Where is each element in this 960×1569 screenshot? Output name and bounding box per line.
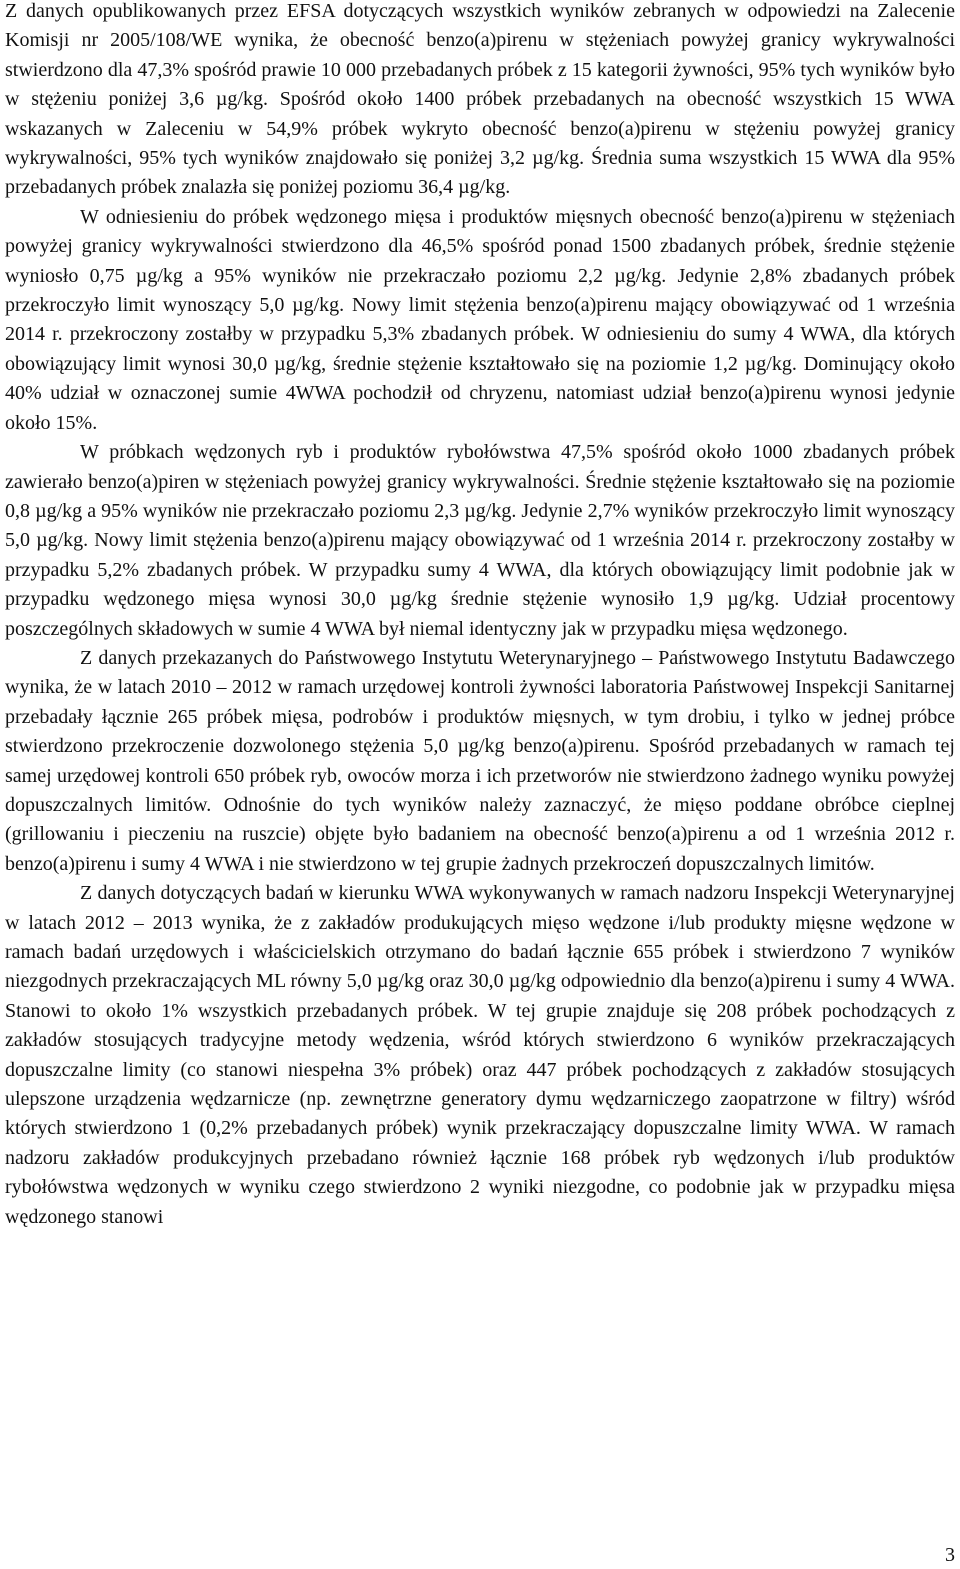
paragraph-smoked-fish: W próbkach wędzonych ryb i produktów rybołówstwa 47,5% spośród około 1000 zbadanych próbek zawierało benzo(a)piren w stężeniach powyżej granicy wykrywalności. Średnie stężenie kształtowało się na poziomie 0,8 µg/kg a 95% wyników nie przekraczało poziomu 2,3 µg/kg. Jedynie 2,7% wyników przekroczyło limit wynoszący 5,0 µg/kg. Nowy limit stężenia benzo(a)pirenu mający obowiązywać od 1 września 2014 r. przekroczony zostałby w przypadku 5,2% zbadanych próbek. W przypadku sumy 4 WWA, dla których obowiązujący limit podobnie jak w przypadku wędzonego mięsa wynosi 30,0 µg/kg średnie stężenie wynosiło 1,9 µg/kg. Udział procentowy poszczególnych składowych w sumie 4 WWA był niemal identyczny jak w przypadku mięsa wędzonego. <box>5 441 955 640</box>
paragraph-efsa-summary: Z danych opublikowanych przez EFSA dotyczących wszystkich wyników zebranych w odpowiedzi na Zalecenie Komisji nr 2005/108/WE wynika, że obecność benzo(a)pirenu w stężeniach powyżej granicy wykrywalności stwierdzono dla 47,3% spośród prawie 10 000 przebadanych próbek z 15 kategorii żywności, 95% tych wyników było w stężeniu poniżej 3,6 µg/kg. Spośród około 1400 próbek przebadanych na obecność wszystkich 15 WWA wskazanych w Zaleceniu w 54,9% próbek wykryto obecność benzo(a)pirenu w stężeniu powyżej granicy wykrywalności, 95% tych wyników znajdowało się poniżej 3,2 µg/kg. Średnia suma wszystkich 15 WWA dla 95% przebadanych próbek znalazła się poniżej poziomu 36,4 µg/kg. <box>5 0 955 199</box>
paragraph-piw-pib-data: Z danych przekazanych do Państwowego Instytutu Weterynaryjnego – Państwowego Instytutu Badawczego wynika, że w latach 2010 – 2012 w ramach urzędowej kontroli żywności laboratoria Państwowej Inspekcji Sanitarnej przebadały łącznie 265 próbek mięsa, podrobów i produktów mięsnych, w tym drobiu, i tylko w jednej próbce stwierdzono przekroczenie dozwolonego stężenia 5,0 µg/kg benzo(a)pirenu. Spośród przebadanych w ramach tej samej urzędowej kontroli 650 próbek ryb, owoców morza i ich przetworów nie stwierdzono żadnego wyniku powyżej dopuszczalnych limitów. Odnośnie do tych wyników należy zaznaczyć, że mięso poddane obróbce cieplnej (grillowaniu i pieczeniu na ruszcie) objęte było badaniem na obecność benzo(a)pirenu a od 1 września 2012 r. benzo(a)pirenu i sumy 4 WWA i nie stwierdzono w tej grupie żadnych przekroczeń dopuszczalnych limitów. <box>5 646 955 875</box>
page-number: 3 <box>945 1544 955 1566</box>
paragraph-smoked-meat: W odniesieniu do próbek wędzonego mięsa i produktów mięsnych obecność benzo(a)pirenu w stężeniach powyżej granicy wykrywalności stwierdzono dla 46,5% spośród ponad 1500 zbadanych próbek, średnie stężenie wyniosło 0,75 µg/kg a 95% wyników nie przekraczało poziomu 2,2 µg/kg. Jedynie 2,8% zbadanych próbek przekroczyło limit wynoszący 5,0 µg/kg. Nowy limit stężenia benzo(a)pirenu mający obowiązywać od 1 września 2014 r. przekroczony zostałby w przypadku 5,3% zbadanych próbek. W odniesieniu do sumy 4 WWA, dla których obowiązujący limit wynosi 30,0 µg/kg, średnie stężenie kształtowało się na poziomie 1,2 µg/kg. Dominujący około 40% udział w oznaczonej sumie 4WWA pochodził od chryzenu, natomiast udział benzo(a)pirenu wynosi jedynie około 15%. <box>5 205 955 434</box>
paragraph-veterinary-inspection: Z danych dotyczących badań w kierunku WWA wykonywanych w ramach nadzoru Inspekcji Weterynaryjnej w latach 2012 – 2013 wynika, że z zakładów produkujących mięso wędzone i/lub produkty mięsne wędzone w ramach badań urzędowych i właścicielskich otrzymano do badań łącznie 655 próbek i stwierdzono 7 wyników niezgodnych przekraczających ML równy 5,0 µg/kg oraz 30,0 µg/kg odpowiednio dla benzo(a)pirenu i sumy 4 WWA. Stanowi to około 1% wszystkich przebadanych próbek. W tej grupie znajduje się 208 próbek pochodzących z zakładów stosujących tradycyjne metody wędzenia, wśród których stwierdzono 6 wyników przekraczających dopuszczalne limity (co stanowi niespełna 3% próbek) oraz 447 próbek pochodzących z zakładów stosujących ulepszone urządzenia wędzarnicze (np. zewnętrzne generatory dymu wędzarniczego zaopatrzone w filtry) wśród których stwierdzono 1 (0,2% przebadanych próbek) wynik przekraczający dopuszczalne limity WWA. W ramach nadzoru zakładów produkcyjnych przebadano również łącznie 168 próbek ryb wędzonych i/lub produktów rybołówstwa wędzonych w wyniku czego stwierdzono 2 wyniki niezgodne, co podobnie jak w przypadku mięsa wędzonego stanowi <box>5 882 955 1228</box>
document-body <box>5 0 955 1232</box>
